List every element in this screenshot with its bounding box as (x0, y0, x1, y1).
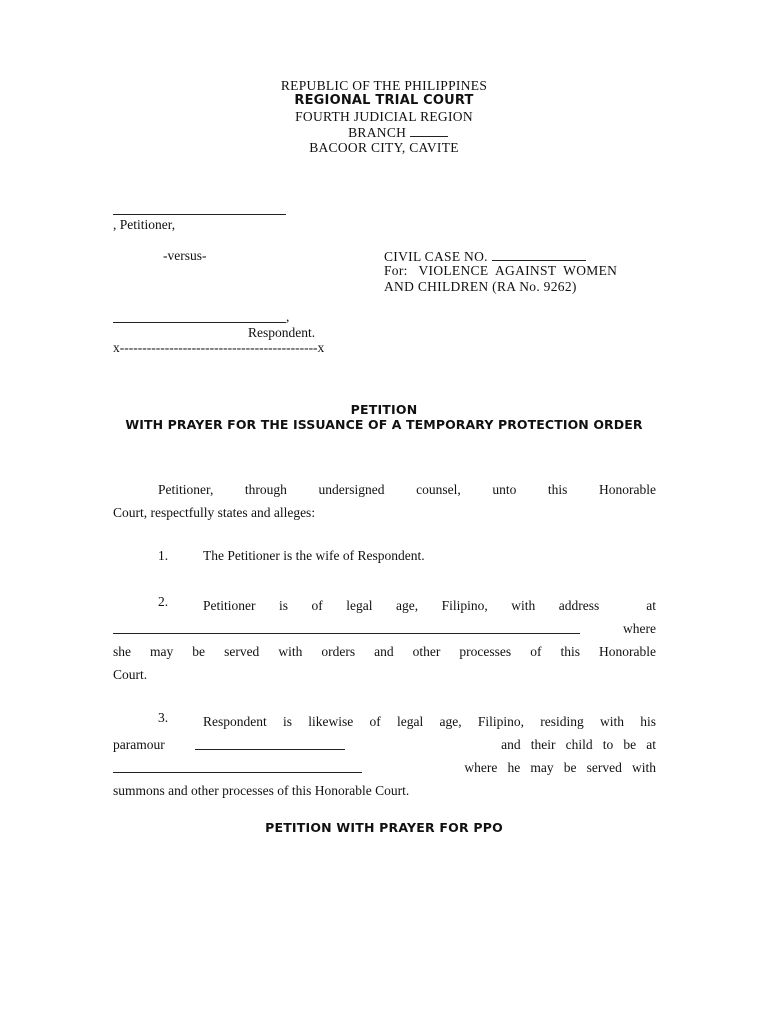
case-nature-line1: For: VIOLENCE AGAINST WOMEN (384, 263, 618, 278)
branch-blank[interactable] (410, 124, 448, 137)
item3-where: where he may be served with (464, 760, 656, 775)
petition-subtitle: WITH PRAYER FOR THE ISSUANCE OF A TEMPORARY PROTECTION ORDER (125, 417, 643, 432)
civil-case-label: CIVIL CASE NO. (384, 249, 488, 264)
caption-separator: x--------------------------------------------x (113, 340, 325, 355)
item3-number: 3. (158, 710, 169, 725)
item3-line3 (113, 756, 656, 779)
item2-line4: Court. (113, 667, 148, 682)
item2-line3: she may be served with orders and other processes of this Honorable (113, 644, 656, 659)
item3-paramour: paramour (113, 737, 165, 752)
header-republic: REPUBLIC OF THE PHILIPPINES (280, 78, 488, 93)
header-branch (0, 124, 768, 141)
item3-paragraph (113, 710, 656, 802)
header-branch-label: BRANCH (348, 125, 407, 140)
header-court: REGIONAL TRIAL COURT (294, 93, 474, 108)
petition-title: PETITION (350, 402, 418, 417)
item3-line1: Respondent is likewise of legal age, Filipino, residing with his (203, 714, 656, 729)
item3-line4: summons and other processes of this Honorable Court. (113, 783, 410, 798)
intro-line2: Court, respectfully states and alleges: (113, 505, 316, 520)
versus-label: -versus- (163, 248, 207, 263)
intro-line1: Petitioner, through undersigned counsel, unto this Honorable (158, 482, 656, 497)
item2-paragraph (113, 594, 656, 686)
case-nature-line2: AND CHILDREN (RA No. 9262) (384, 279, 577, 294)
item3-child-text: and their child to be at (501, 737, 656, 752)
item3-line2 (113, 733, 656, 756)
paramour-name-blank[interactable] (195, 737, 345, 750)
item1-text: The Petitioner is the wife of Respondent. (203, 548, 425, 563)
respondent-comma: , (286, 309, 290, 324)
section-heading-ppo: PETITION WITH PRAYER FOR PPO (265, 820, 503, 835)
intro-paragraph (113, 478, 656, 524)
item2-number: 2. (158, 594, 169, 609)
residence-address-blank[interactable] (113, 760, 362, 773)
item2-line1: Petitioner is of legal age, Filipino, with address at (203, 598, 656, 613)
item2-where: where (623, 621, 656, 636)
petitioner-label: , Petitioner, (113, 217, 176, 232)
respondent-name-blank[interactable] (113, 322, 286, 323)
item2-line2 (113, 617, 656, 640)
petitioner-name-blank[interactable] (113, 214, 286, 215)
address-blank[interactable] (113, 621, 580, 634)
item1-number: 1. (158, 548, 169, 563)
civil-case-blank[interactable] (492, 248, 586, 261)
header-city: BACOOR CITY, CAVITE (309, 140, 459, 155)
header-region: FOURTH JUDICIAL REGION (295, 109, 473, 124)
respondent-label: Respondent. (248, 325, 316, 340)
